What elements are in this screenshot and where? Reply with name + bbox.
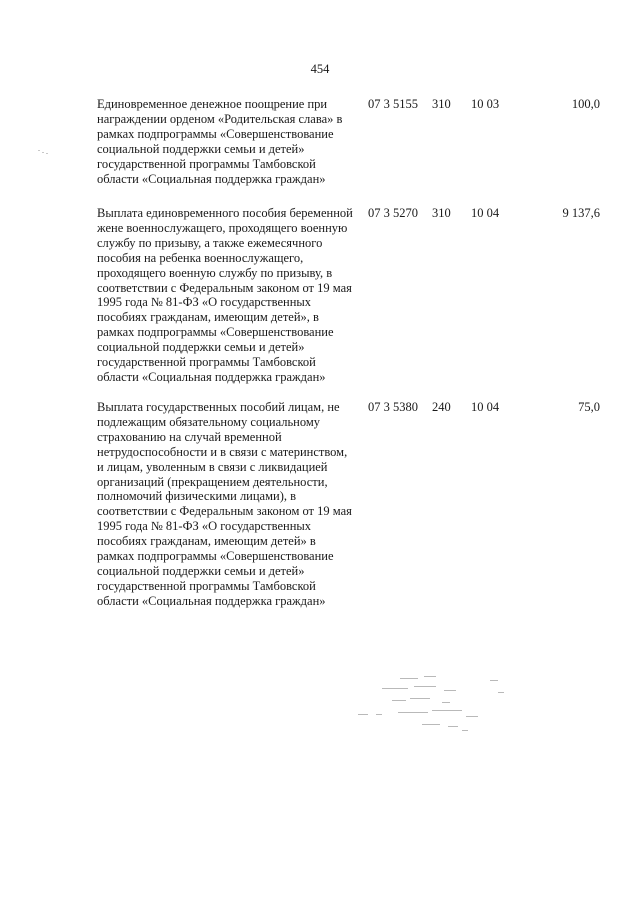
row-section-code: 10 04 [471,206,500,220]
row-description: Выплата единовременного пособия беременной жене военнослужащего, проходящего военную службу по призыву, а также ежемесячного пособия на ребенка военнослужащего, проходящего военную службу по призыву, в соответствии с Федеральным законом от 19 мая 1995 года № 81-ФЗ «О государственных пособиях гражданам, имеющим детей», в рамках подпрограммы «Совершенствование социальной поддержки семьи и детей» государственной программы Тамбовской области «Социальная поддержка граждан» [97,206,353,384]
row-csr-code: 07 3 5270 [368,206,418,220]
row-description: Единовременное денежное поощрение при награждении орденом «Родительская слава» в рамках подпрограммы «Совершенствование социальной поддержки семьи и детей» государственной программы Тамбовской области «Социальная поддержка граждан» [97,97,343,186]
row-csr-code: 07 3 5155 [368,97,418,111]
row-amount: 100,0 [571,97,600,111]
row-csr-code: 07 3 5380 [368,400,418,414]
row-amount: 9 137,6 [562,206,600,220]
faint-stamp-mark [352,676,512,746]
row-description: Выплата государственных пособий лицам, не подлежащим обязательному социальному страхованию на случай временной нетрудоспособности и в связи с материнством, и лицам, уволенным в связи с ликвидацией организаций (прекращением деятельности, полномочий физическими лицами), в соответствии с Федеральным законом от 19 мая 1995 года № 81-ФЗ «О государственных пособиях гражданам, имеющим детей» в рамках подпрограммы «Совершенствование социальной поддержки семьи и детей» государственной программы Тамбовской области «Социальная поддержка граждан» [97,400,352,608]
row-vr-code: 240 [432,400,451,414]
page-number: 454 [310,62,330,76]
budget-row [0,400,640,625]
row-section-code: 10 04 [471,400,500,414]
row-amount: 75,0 [578,400,600,414]
row-vr-code: 310 [432,97,451,111]
row-section-code: 10 03 [471,97,500,111]
row-vr-code: 310 [432,206,451,220]
budget-row [0,206,640,396]
budget-row [0,97,640,207]
